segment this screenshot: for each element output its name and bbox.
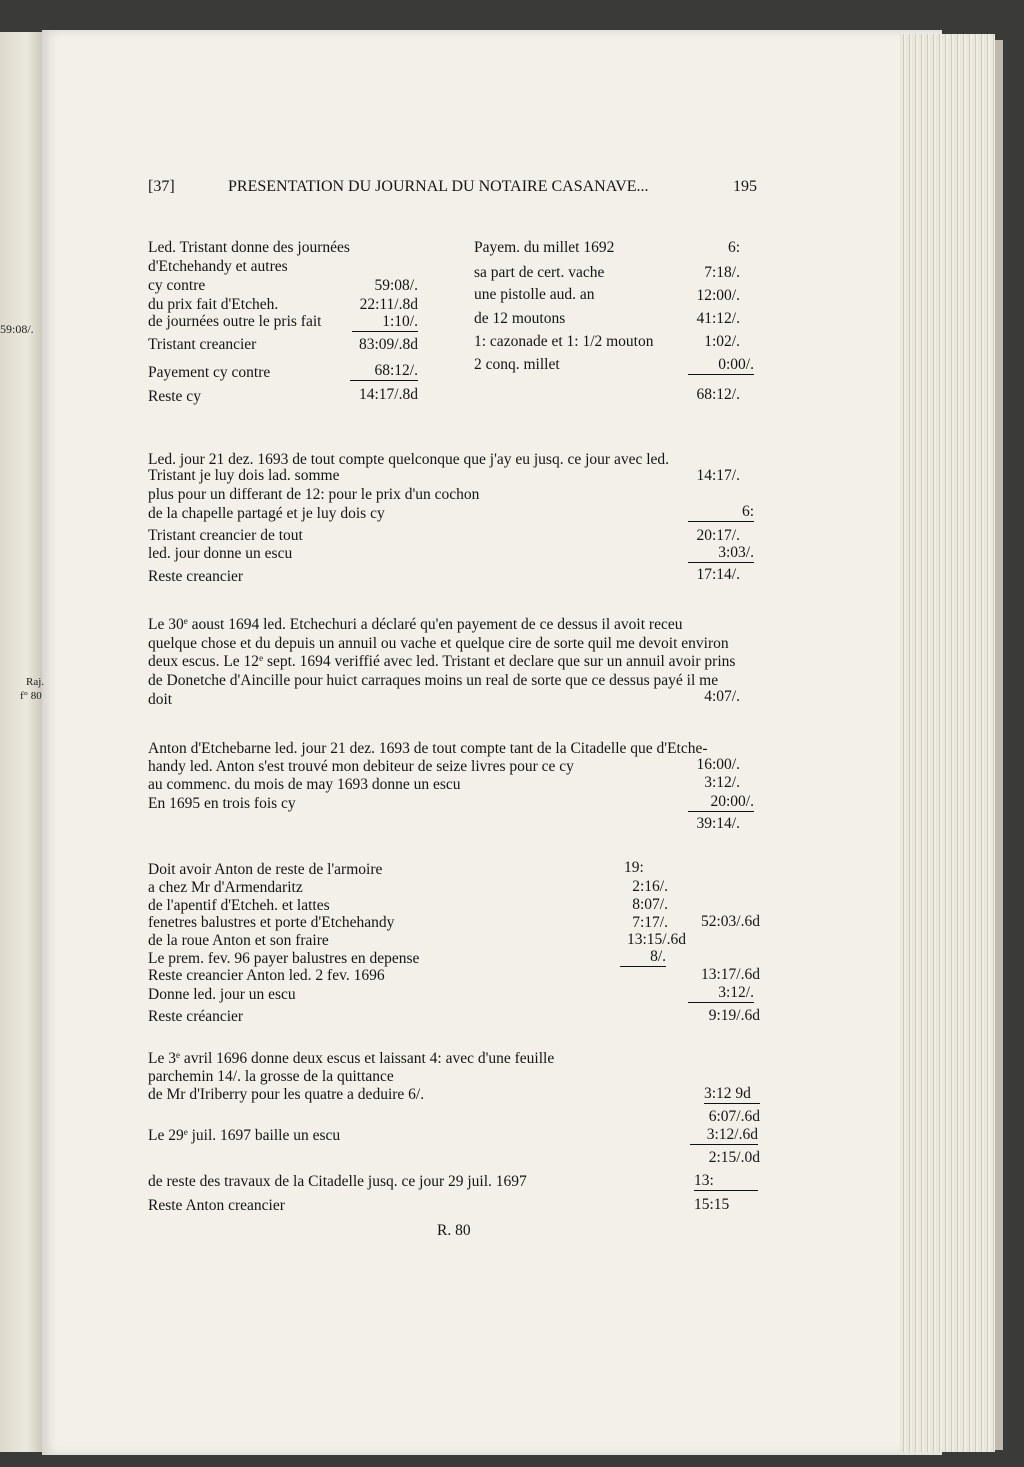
entry-amount: 8/.	[620, 948, 666, 967]
entry-text: d'Etchehandy et autres	[148, 258, 288, 275]
margin-folio: f° 80	[20, 690, 42, 702]
entry-amount: 3:12/.6d	[690, 1126, 758, 1145]
text-line: deux escus. Le 12e sept. 1694 veriffié avec led. Tristant et declare que sur un annuil avoir prins	[148, 653, 736, 671]
text-line: quelque chose et du depuis un annuil ou vache et quelque cire de sorte quil me devoit environ	[148, 634, 729, 652]
entry-amount: 3:03/.	[688, 544, 754, 563]
entry-amount: 6:07/.6d	[708, 1108, 760, 1125]
entry-text: led. jour donne un escu	[148, 545, 293, 562]
entry-amount: 14:17/.	[696, 467, 740, 484]
entry-text: Reste créancier	[148, 1008, 244, 1025]
entry-text: de reste des travaux de la Citadelle jusq. ce jour 29 juil. 1697	[148, 1173, 527, 1190]
entry-total: 39:14/.	[696, 815, 740, 832]
entry-amount: 4:07/.	[704, 688, 740, 705]
entry-text: Le 29e juil. 1697 baille un escu	[148, 1127, 341, 1144]
entry-text: Le prem. fev. 96 payer balustres en depense	[148, 950, 420, 967]
entry-amount: 2:15/.0d	[708, 1149, 760, 1166]
entry-text: de la roue Anton et son fraire	[148, 932, 329, 949]
entry-text: de l'apentif d'Etcheh. et lattes	[148, 897, 330, 914]
entry-text: Doit avoir Anton de reste de l'armoire	[148, 861, 383, 878]
entry-text: En 1695 en trois fois cy	[148, 795, 296, 812]
entry-text: Reste cy	[148, 388, 201, 405]
entry-text: Payem. du millet 1692	[474, 239, 615, 256]
entry-text: fenetres balustres et porte d'Etchehandy	[148, 914, 395, 931]
entry-text: de la chapelle partagé et je luy dois cy	[148, 505, 385, 522]
entry-text: au commenc. du mois de may 1693 donne un escu	[148, 776, 461, 793]
entry-amount: 3:12/.	[704, 774, 740, 791]
book-cover-edge	[995, 40, 1003, 1450]
entry-text: Payement cy contre	[148, 364, 271, 381]
entry-amount: 20:00/.	[688, 793, 754, 812]
entry-text: Led. jour 21 dez. 1693 de tout compte quelconque que j'ay eu jusq. ce jour avec led.	[148, 451, 670, 468]
entry-text: Tristant je luy dois lad. somme	[148, 467, 340, 484]
entry-amount: 68:12/.	[350, 362, 418, 381]
entry-text: 2 conq. millet	[474, 356, 560, 373]
entry-amount: 15:15	[694, 1196, 730, 1213]
text-line: Le 30e aoust 1694 led. Etchechuri a déclaré qu'en payement de ce dessus il avoit receu	[148, 616, 683, 633]
page-number: 195	[733, 178, 757, 195]
entry-text: Reste creancier Anton led. 2 fev. 1696	[148, 967, 385, 984]
entry-amount: 8:07/.	[632, 896, 668, 913]
entry-text: Reste Anton creancier	[148, 1197, 285, 1214]
entry-amount: 41:12/.	[696, 310, 740, 327]
page-header	[148, 178, 175, 196]
section-number: [37]	[148, 178, 175, 195]
entry-text: parchemin 14/. la grosse de la quittance	[148, 1068, 394, 1085]
entry-text: a chez Mr d'Armendaritz	[148, 879, 303, 896]
text-line: de Donetche d'Aincille pour huict carraques moins un real de sorte que ce dessus payé il me	[148, 672, 719, 690]
running-title: PRESENTATION DU JOURNAL DU NOTAIRE CASANAVE...	[228, 178, 649, 195]
entry-text: Donne led. jour un escu	[148, 986, 296, 1003]
entry-amount: 13:	[694, 1172, 758, 1191]
entry-text: Led. Tristant donne des journées	[148, 239, 350, 256]
entry-amount: 19:	[624, 859, 644, 876]
entry-amount: 3:12/.	[688, 984, 754, 1003]
entry-text: handy led. Anton s'est trouvé mon debiteur de seize livres pour ce cy	[148, 758, 574, 775]
entry-text: 1: cazonade et 1: 1/2 mouton	[474, 333, 654, 350]
entry-text: Anton d'Etchebarne led. jour 21 dez. 1693 de tout compte tant de la Citadelle que d'Etche-	[148, 740, 708, 757]
entry-text: Le 3e avril 1696 donne deux escus et laissant 4: avec d'une feuille	[148, 1050, 555, 1067]
text-line: doit	[148, 690, 173, 708]
page-edges	[900, 34, 995, 1452]
entry-amount: 0:00/.	[688, 356, 754, 375]
entry-text: plus pour un differant de 12: pour le prix d'un cochon	[148, 486, 480, 503]
entry-amount: 20:17/.	[696, 527, 740, 544]
entry-amount: 3:12 9d	[704, 1085, 760, 1104]
entry-amount: 2:16/.	[632, 878, 668, 895]
entry-amount: 13:15/.6d	[627, 931, 686, 948]
entry-amount: 9:19/.6d	[708, 1007, 760, 1024]
entry-text: une pistolle aud. an	[474, 286, 595, 303]
entry-amount: 59:08/.	[374, 277, 418, 294]
margin-left-amount: 59:08/.	[0, 322, 34, 336]
entry-amount: 83:09/.8d	[359, 336, 418, 353]
entry-text: du prix fait d'Etcheh.	[148, 296, 279, 313]
margin-raj: Raj.	[26, 676, 45, 688]
entry-amount: 16:00/.	[696, 756, 740, 773]
entry-amount: 6:	[688, 503, 754, 522]
entry-text: Tristant creancier	[148, 336, 257, 353]
entry-amount: 12:00/.	[696, 287, 740, 304]
entry-text: de journées outre le pris fait	[148, 313, 322, 330]
entry-text: de Mr d'Iriberry pour les quatre a deduire 6/.	[148, 1086, 425, 1103]
entry-amount: 52:03/.6d	[701, 913, 760, 930]
page-reference: R. 80	[437, 1222, 471, 1239]
entry-amount: 7:18/.	[704, 264, 740, 281]
facing-page-edge	[0, 32, 44, 1452]
entry-amount: 13:17/.6d	[701, 966, 760, 983]
entry-amount: 6:	[727, 239, 740, 256]
entry-total: 68:12/.	[696, 386, 740, 403]
entry-text: Tristant creancier de tout	[148, 527, 303, 544]
entry-amount: 7:17/.	[632, 914, 668, 931]
entry-text: Reste creancier	[148, 568, 244, 585]
entry-amount: 14:17/.8d	[359, 386, 418, 403]
entry-amount: 1:10/.	[352, 313, 418, 332]
entry-amount: 17:14/.	[696, 566, 740, 583]
entry-amount: 1:02/.	[704, 333, 740, 350]
entry-amount: 22:11/.8d	[359, 296, 418, 313]
entry-text: de 12 moutons	[474, 310, 566, 327]
entry-text: sa part de cert. vache	[474, 264, 605, 281]
entry-text: cy contre	[148, 277, 206, 294]
